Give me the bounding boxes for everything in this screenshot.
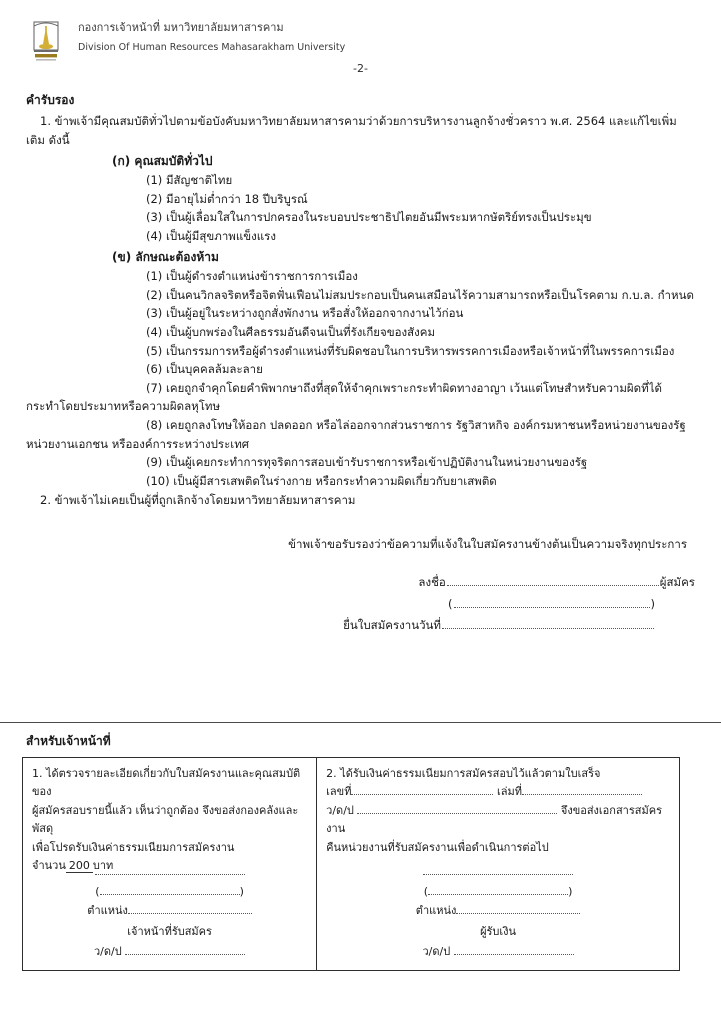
list-item: (5) เป็นกรรมการหรือผู้ดำรงตำแหน่งที่รับผิดชอบในการบริหารพรรคการเมืองหรือเจ้าหน้าที่ในพรรคการเมือง [146, 343, 675, 358]
left-box-line-1: 1. ได้ตรวจรายละเอียดเกี่ยวกับใบสมัครงานและคุณสมบัติของ [32, 767, 301, 799]
letterhead-text [78, 18, 345, 55]
list-item: (10) เป็นผู้มีสารเสพติดในร่างกาย หรือกระทำความผิดเกี่ยวกับยาเสพติด [146, 473, 497, 488]
left-position-input-line[interactable] [128, 904, 252, 914]
signature-block [26, 572, 695, 638]
right-position-input-line[interactable] [456, 904, 580, 914]
list-item: (3) เป็นผู้เลื่อมใสในการปกครองในระบอบประชาธิปไตยอันมีพระมหากษัตริย์ทรงเป็นประมุข [146, 210, 592, 225]
right-signature-row [317, 862, 679, 882]
list-item: (8) เคยถูกลงโทษให้ออก ปลดออก หรือไล่ออกจากส่วนราชการ รัฐวิสาหกิจ องค์กรมหาชนหรือหน่วยงานของรัฐ หน่วยงานเอกชน หรือองค์การระหว่างประเทศ [26, 418, 686, 451]
submit-date-row [26, 615, 695, 637]
right-box-line-1: 2. ได้รับเงินค่าธรรมเนียมการสมัครสอบไว้แล้วตามใบเสร็จ [326, 767, 601, 780]
submit-date-label: ยื่นใบสมัครงานวันที่ [343, 618, 441, 633]
left-date-row [23, 942, 316, 962]
officials-table [22, 757, 680, 971]
right-role-label: ผู้รับเงิน [480, 924, 517, 938]
paren-open: ( [448, 596, 453, 611]
right-date-input-line[interactable] [454, 946, 574, 956]
book-no-label: เล่มที่ [496, 785, 522, 799]
list-item: (1) เป็นผู้ดำรงตำแหน่งข้าราชการการเมือง [146, 269, 358, 284]
officials-section-heading: สำหรับเจ้าหน้าที่ [26, 734, 111, 748]
left-signature-input-line[interactable] [95, 865, 245, 875]
left-box-line-2: ผู้สมัครสอบรายนี้แล้ว เห็นว่าถูกต้อง จึงขอส่งกองคลังและพัสดุ [32, 803, 299, 836]
clause-1: 1. ข้าพเจ้ามีคุณสมบัติทั่วไปตามข้อบังคับมหาวิทยาลัยมหาสารคามว่าด้วยการบริหารงานลูกจ้างชั่วคราว พ.ศ. 2564 และแก้ไขเพิ่มเติม ดังนี้ [26, 114, 677, 148]
left-signature-row [23, 862, 316, 882]
paren-close: ) [650, 596, 655, 611]
signature-line-row [26, 572, 695, 594]
list-item: (7) เคยถูกจำคุกโดยคำพิพากษาถึงที่สุดให้จำคุกเพราะกระทำผิดทางอาญา เว้นแต่โทษสำหรับความผิดที่ได้กระทำโดยประมาทหรือความผิดลหุโทษ [26, 380, 662, 414]
list-item: (4) เป็นผู้มีสุขภาพแข็งแรง [146, 228, 276, 243]
right-printed-name-input-line[interactable] [428, 885, 568, 895]
section-divider [0, 722, 721, 723]
left-position-row [23, 901, 316, 921]
clause-2: 2. ข้าพเจ้าไม่เคยเป็นผู้ที่ถูกเลิกจ้างโดยมหาวิทยาลัยมหาสารคาม [40, 492, 356, 507]
right-box-signature-block [317, 862, 679, 962]
printed-name-row [26, 594, 695, 616]
list-item: (1) มีสัญชาติไทย [146, 173, 233, 188]
right-date-label: ว/ด/ป [422, 945, 451, 959]
fee-text-before: เพื่อโปรดรับเงินค่าธรรมเนียมการสมัครงาน จำนวน [32, 840, 235, 873]
fee-amount[interactable]: 200 [66, 859, 93, 873]
applicant-label: ผู้สมัคร [659, 574, 695, 589]
left-printed-name-row [23, 882, 316, 902]
right-box-date-row [326, 802, 670, 839]
right-box-receipt-row [326, 783, 670, 801]
document-body [26, 92, 695, 637]
right-signature-input-line[interactable] [423, 865, 573, 875]
left-box-signature-block [23, 862, 316, 962]
fee-text-after: บาท [92, 859, 114, 873]
page-number: -2- [353, 62, 368, 75]
sign-label: ลงชื่อ [418, 574, 446, 589]
signature-input-line[interactable] [447, 575, 659, 586]
receipt-no-label: เลขที่ [326, 785, 352, 799]
paren-open: ( [423, 884, 429, 898]
list-item: (6) เป็นบุคคลล้มละลาย [146, 362, 263, 377]
paren-close: ) [568, 884, 573, 898]
paren-open: ( [95, 884, 100, 898]
group-b-heading: (ข) ลักษณะต้องห้าม [112, 249, 219, 264]
right-box-line-4: คืนหน่วยงานที่รับสมัครงานเพื่อดำเนินการต่อไป [326, 840, 549, 854]
affirmation-statement: ข้าพเจ้าขอรับรองว่าข้อความที่แจ้งในใบสมัครงานข้างต้นเป็นความจริงทุกประการ [288, 537, 687, 552]
submit-date-input-line[interactable] [442, 619, 654, 630]
right-date-label-top: ว/ด/ป [326, 803, 354, 817]
left-position-label: ตำแหน่ง [87, 904, 128, 918]
left-date-label: ว/ด/ป [93, 945, 122, 959]
list-item: (4) เป็นผู้บกพร่องในศีลธรรมอันดีจนเป็นที่รังเกียจของสังคม [146, 324, 436, 339]
left-printed-name-input-line[interactable] [100, 885, 240, 895]
group-a-heading: (ก) คุณสมบัติทั่วไป [112, 153, 213, 168]
organization-name-th: กองการเจ้าหน้าที่ มหาวิทยาลัยมหาสารคาม [78, 21, 284, 34]
left-role-label: เจ้าหน้าที่รับสมัคร [127, 924, 212, 938]
right-position-row [317, 901, 679, 921]
receipt-no-input-line[interactable] [351, 786, 493, 796]
right-date-row [317, 942, 679, 962]
officials-cell-receiver [23, 758, 317, 970]
list-item: (9) เป็นผู้เคยกระทำการทุจริตการสอบเข้ารับราชการหรือเข้าปฏิบัติงานในหน่วยงานของรัฐ [146, 455, 588, 470]
officials-cell-cashier [317, 758, 679, 970]
list-item: (3) เป็นผู้อยู่ในระหว่างถูกสั่งพักงาน หรือสั่งให้ออกจากงานไว้ก่อน [146, 306, 464, 321]
letterhead [26, 18, 695, 64]
right-position-label: ตำแหน่ง [415, 904, 457, 918]
right-box-line-3: จึงขอส่งเอกสารสมัครงาน [326, 803, 662, 836]
list-item: (2) เป็นคนวิกลจริตหรือจิตฟั่นเฟือนไม่สมประกอบเป็นคนเสมือนไร้ความสามารถหรือเป็นโรคตาม ก.บ.ล. กำหนด [146, 287, 694, 302]
organization-name-en: Division Of Human Resources Mahasarakham University [78, 41, 346, 53]
left-date-input-line[interactable] [125, 946, 245, 956]
right-printed-name-row [317, 882, 679, 902]
university-seal-icon [26, 18, 66, 64]
right-date-input-line[interactable] [357, 804, 557, 814]
printed-name-input-line[interactable] [454, 597, 650, 608]
page-title: คำรับรอง [26, 93, 75, 107]
book-no-input-line[interactable] [522, 786, 642, 796]
paren-close: ) [239, 884, 244, 898]
list-item: (2) มีอายุไม่ต่ำกว่า 18 ปีบริบูรณ์ [146, 191, 308, 206]
